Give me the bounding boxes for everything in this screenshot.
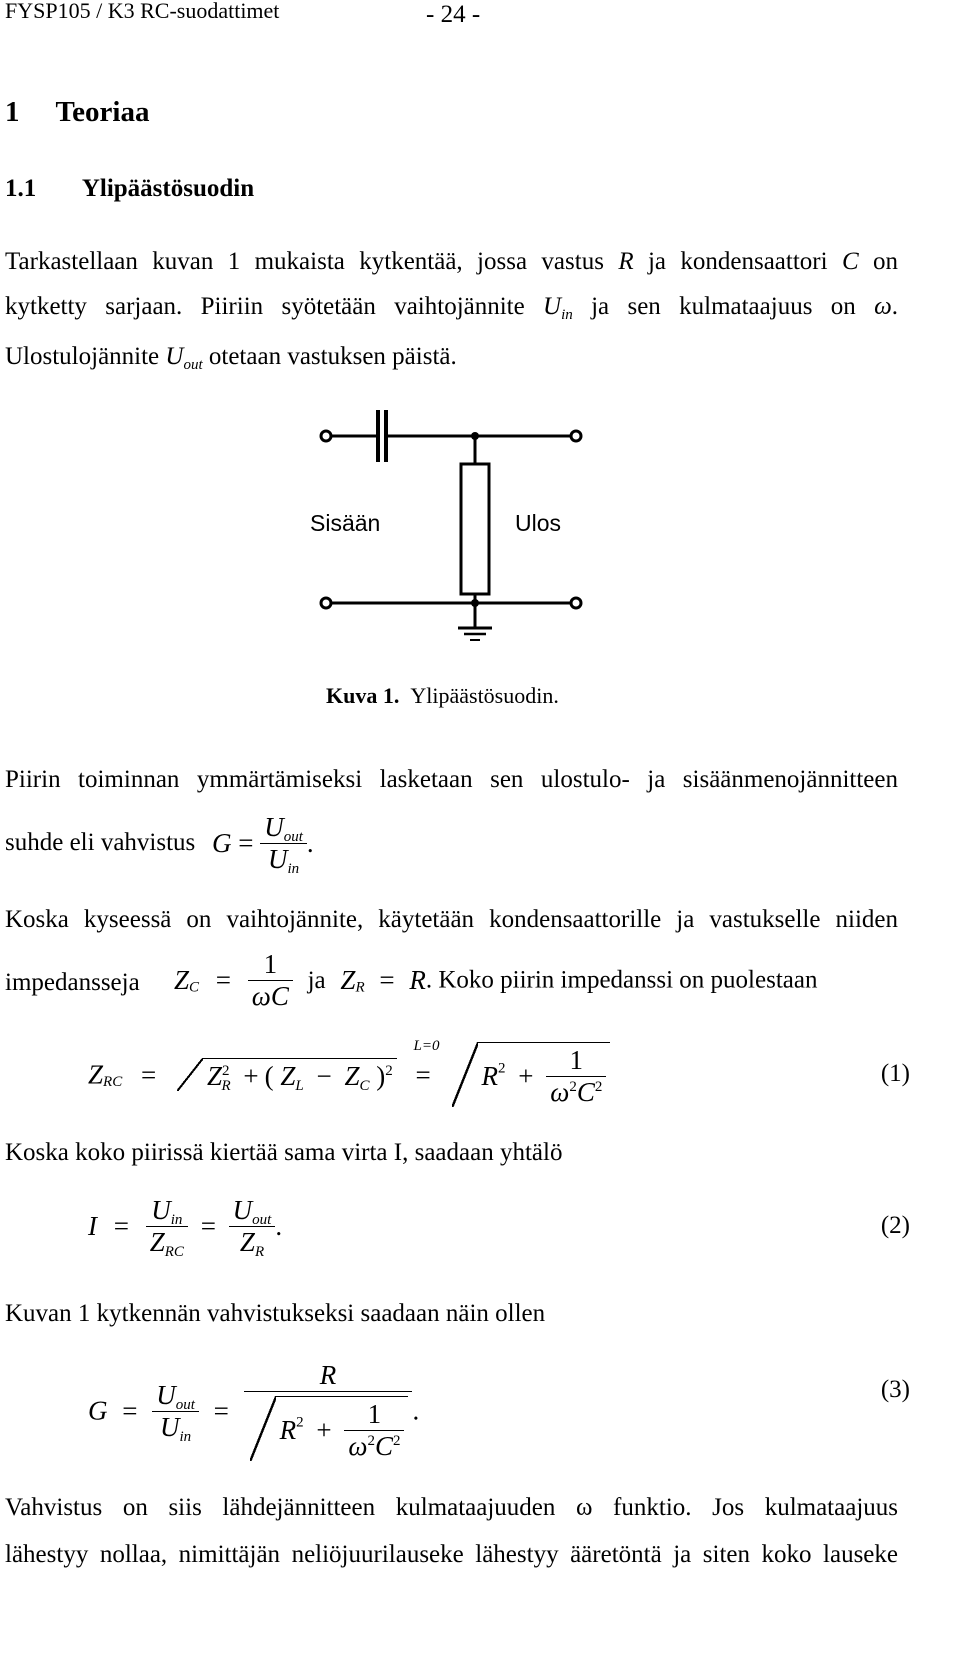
equation-3-number: (3) [880,1376,910,1403]
ground-icon [458,628,492,640]
para2-line2: suhde eli vahvistus [5,829,196,856]
para3-line1: Koska kyseessä on vaihtojännite, käytetään kondensaattorille ja vastukselle niiden [5,906,898,933]
section-heading [5,96,149,129]
equation-1: $Z_{RC} = Z^2_R$ + ( $Z_L - Z_C$ )$^2$ = L=0 $R^2$ + $\frac{1}{\omega^2C^2}$ [88,1042,788,1108]
para4-line1: Koska koko piirissä kiertää sama virta I, saadaan yhtälö [5,1139,563,1166]
input-terminal-bottom [321,598,331,608]
impedance-definitions: $Z_C$ = $\frac{1}{\omega C}$ ja $Z_R = R$. Koko piirin impedanssi on puolestaan [174,949,818,1011]
para1-line3: Ulostulojännite $U_{out}$ otetaan vastuksen päistä. [5,343,457,373]
equation-2-number: (2) [880,1212,910,1239]
figure-caption: Kuva 1. Ylipäästösuodin. [326,683,559,708]
subsection-number: 1.1 [5,175,37,202]
subsection-heading [5,175,254,203]
para1-line2: kytketty sarjaan. Piiriin syötetään vaihtojännite $U_{in}$ ja sen kulmataajuus on ω. [5,293,898,323]
para5-line1: Kuvan 1 kytkennän vahvistukseksi saadaan näin ollen [5,1300,546,1327]
section-number: 1 [5,96,20,128]
subsection-title: Ylipäästösuodin [81,175,255,202]
section-title: Teoriaa [55,96,150,128]
para2-line1: Piirin toiminnan ymmärtämiseksi lasketaan sen ulostulo- ja sisäänmenojännitteen [5,766,898,793]
equation-1-number: (1) [880,1060,910,1087]
output-terminal-bottom [571,598,581,608]
para3-line2: impedansseja [5,969,140,996]
circuit-input-label: Sisään [310,510,381,536]
running-header: FYSP105 / K3 RC-suodattimet [5,0,280,23]
equation-3: G = $\frac{U_{out}}{U_{in}}$ = R $R^2$ + $\frac{1}{\omega^2C^2}$ . [88,1360,420,1461]
gain-definition: G = $\frac{U_{out}}{U_{in}}$ . [212,812,314,877]
para6-line1: Vahvistus on siis lähdejännitteen kulmataajuuden ω funktio. Jos kulmataajuus [5,1494,898,1521]
equation-2: I = $\frac{U_{in}}{Z_{RC}}$ = $\frac{U_{out}}{Z_R}$ . [88,1195,283,1260]
output-terminal-top [571,431,581,441]
para1-line1: Tarkastellaan kuvan 1 mukaista kytkentää, jossa vastus R ja kondensaattori C on [5,248,898,275]
circuit-output-label: Ulos [515,510,562,536]
input-terminal-top [321,431,331,441]
para6-line2: lähestyy nollaa, nimittäjän neliöjuurilauseke lähestyy ääretöntä ja siten koko lauseke [5,1541,898,1568]
page-number: - 24 - [426,1,481,28]
resistor [461,464,489,594]
